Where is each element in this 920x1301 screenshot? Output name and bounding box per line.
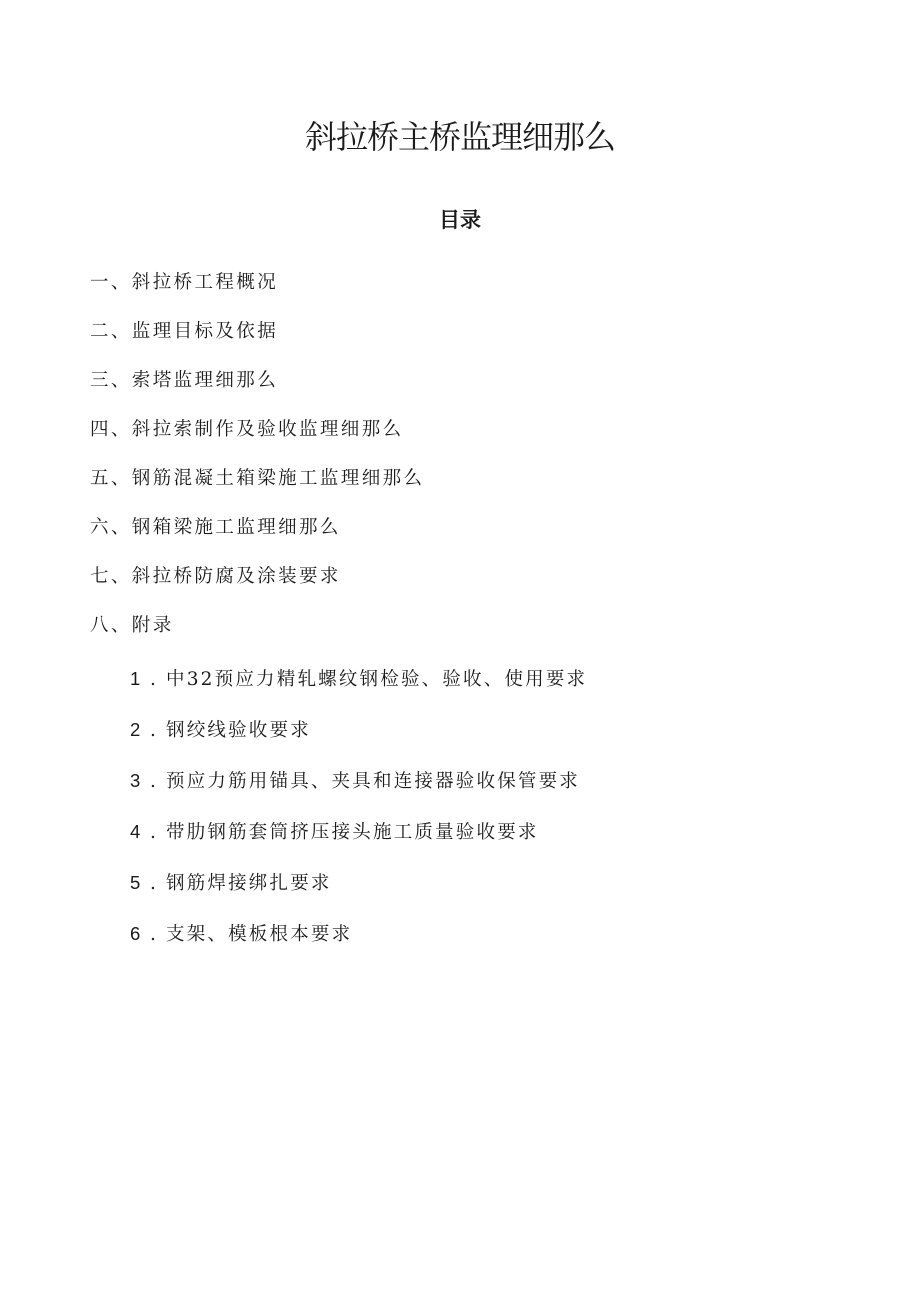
appendix-item-separator: . [150,873,156,894]
toc-item[interactable]: 六、钢箱梁施工监理细那么 [90,517,341,538]
appendix-item[interactable] [130,663,587,714]
toc-item[interactable]: 八、附录 [90,615,174,636]
appendix-list [130,663,587,969]
toc-item[interactable]: 一、斜拉桥工程概况 [90,272,279,293]
appendix-item-number: 3 [130,770,141,791]
appendix-item-label: 钢绞线验收要求 [166,720,311,741]
appendix-item-separator: . [150,720,156,741]
appendix-item-separator: . [150,669,156,690]
appendix-item-label: 带肋钢筋套筒挤压接头施工质量验收要求 [166,822,539,843]
appendix-item-label: 支架、模板根本要求 [166,924,353,945]
appendix-item-number: 2 [130,719,141,740]
toc-item[interactable]: 三、索塔监理细那么 [90,370,279,391]
appendix-item[interactable] [130,918,587,969]
appendix-item[interactable] [130,816,587,867]
toc-item[interactable]: 二、监理目标及依据 [90,321,279,342]
document-title: 斜拉桥主桥监理细那么 [304,118,615,156]
appendix-item-separator: . [150,822,156,843]
toc-item[interactable]: 七、斜拉桥防腐及涂装要求 [90,566,341,587]
appendix-item[interactable] [130,867,587,918]
toc-item[interactable]: 五、钢筋混凝土箱梁施工监理细那么 [90,468,425,489]
appendix-item[interactable] [130,765,587,816]
toc-heading: 目录 [439,208,481,232]
appendix-item-label: 中32预应力精轧螺纹钢检验、验收、使用要求 [166,669,588,690]
toc-list [90,267,424,659]
appendix-item-number: 6 [130,923,141,944]
toc-item[interactable]: 四、斜拉索制作及验收监理细那么 [90,419,404,440]
appendix-item-number: 5 [130,872,141,893]
appendix-item[interactable] [130,714,587,765]
appendix-item-number: 4 [130,821,141,842]
appendix-item-label: 预应力筋用锚具、夹具和连接器验收保管要求 [166,771,581,792]
appendix-item-separator: . [150,771,156,792]
appendix-item-separator: . [150,924,156,945]
appendix-item-label: 钢筋焊接绑扎要求 [166,873,332,894]
appendix-item-number: 1 [130,668,141,689]
